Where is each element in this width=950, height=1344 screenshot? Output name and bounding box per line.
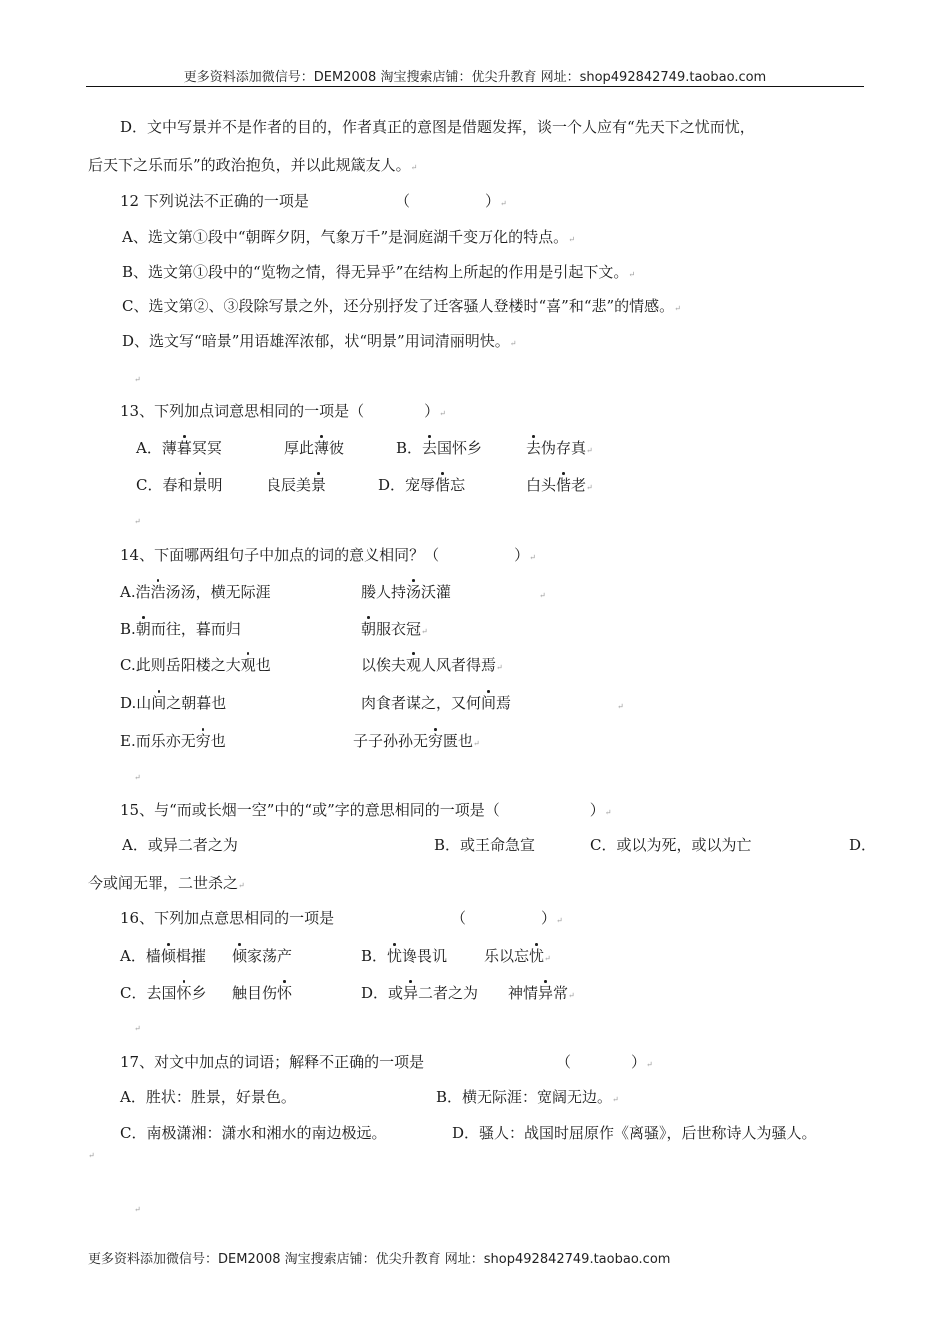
q13-stem: 13、下列加点词意思相同的一项是（ ）↵ [120,402,446,420]
q13-option-a-pair: 厚此薄彼 [284,439,345,457]
q16-option-b-pair: 乐以忘忧↵ [484,947,551,965]
q15-option-c: C．或以为死，或以为亡 [590,836,752,854]
q14-option-b: B.朝而往，暮而归 [120,620,241,638]
q17-blank: （ ）↵ [556,1053,653,1071]
q14-option-d-pair: 肉食者谋之，又何间焉 [361,694,512,712]
q12-option-c: C、选文第②、③段除写景之外，还分别抒发了迁客骚人登楼时“喜”和“悲”的情感。↵ [122,297,681,315]
q15-option-a: A．或异二者之为 [122,836,238,854]
q14-stem: 14、下面哪两组句子中加点的词的意义相同？（ ）↵ [120,546,536,564]
paragraph-mark: ↵ [88,1151,95,1160]
q12-blank: （ ）↵ [395,192,507,210]
q17-option-d: D．骚人：战国时屈原作《离骚》，后世称诗人为骚人。 [452,1124,817,1142]
q17-option-b: B．横无际涯：宽阔无边。↵ [436,1088,619,1106]
q11-option-d-line1: D．文中写景并不是作者的目的，作者真正的意图是借题发挥，谈一个人应有“先天下之忧而忧， [120,118,755,136]
q14-option-a-pair: 媵人持汤沃灌 [361,583,452,601]
q13-option-c: C．春和景明 [136,476,223,494]
q11-option-d-line2: 后天下之乐而乐”的政治抱负，并以此规箴友人。↵ [88,156,418,174]
q16-blank: （ ）↵ [451,909,563,927]
page-header: 更多资料添加微信号：DEM2008 淘宝搜索店铺：优尖升教育 网址：shop492842749.taobao.com [183,70,767,85]
q13-option-b: B．去国怀乡 [396,439,483,457]
q17-option-c: C．南极潇湘：潇水和湘水的南边极远。 [120,1124,387,1142]
blank-paragraph-mark: ↵ [134,375,141,384]
blank-paragraph-mark: ↵ [134,773,141,782]
q16-option-d-pair: 神情异常↵ [508,984,575,1002]
q16-option-c: C．去国怀乡 [120,984,207,1002]
q16-stem: 16、下列加点意思相同的一项是 [120,909,335,927]
header-rule [86,86,864,87]
q16-option-d: D．或异二者之为 [361,984,479,1002]
q12-option-a: A、选文第①段中“朝晖夕阴，气象万千”是洞庭湖千变万化的特点。↵ [122,228,575,246]
q15-option-d: 今或闻无罪，二世杀之↵ [88,874,245,892]
q16-option-c-pair: 触目伤怀 [232,984,293,1002]
q13-option-a: A．薄暮冥冥 [136,439,222,457]
blank-paragraph-mark: ↵ [134,517,141,526]
q14-option-c: C.此则岳阳楼之大观也 [120,656,271,674]
q12-stem: 12 下列说法不正确的一项是 [120,192,309,210]
q15-option-b: B．或王命急宣 [434,836,536,854]
q13-option-c-pair: 良辰美景 [266,476,327,494]
q14-option-e: E.而乐亦无穷也 [120,732,226,750]
paragraph-mark: ↵ [617,702,624,711]
q12-option-d: D、选文写“暗景”用语雄浑浓郁，状“明景”用词清丽明快。↵ [122,332,517,350]
q13-option-d: D．宠辱偕忘 [378,476,466,494]
paragraph-mark: ↵ [539,591,546,600]
q16-option-a: A．樯倾楫摧 [120,947,206,965]
blank-paragraph-mark: ↵ [134,1205,141,1214]
q13-option-d-pair: 白头偕老↵ [526,476,593,494]
q14-option-c-pair: 以俟夫观人风者得焉↵ [361,656,503,674]
q14-option-e-pair: 子子孙孙无穷匮也↵ [353,732,480,750]
q13-option-b-pair: 去伪存真↵ [526,439,593,457]
blank-paragraph-mark: ↵ [134,1024,141,1033]
q16-option-b: B．忧谗畏讥 [361,947,448,965]
page-footer: 更多资料添加微信号：DEM2008 淘宝搜索店铺：优尖升教育 网址：shop492842749.taobao.com [88,1252,671,1267]
q15-option-d-label: D． [849,836,877,854]
q15-stem: 15、与“而或长烟一空”中的“或”字的意思相同的一项是（ ）↵ [120,801,612,819]
q17-option-a: A．胜状：胜景，好景色。 [120,1088,296,1106]
q12-option-b: B、选文第①段中的“览物之情，得无异乎”在结构上所起的作用是引起下文。↵ [122,263,636,281]
q16-option-a-pair: 倾家荡产 [232,947,293,965]
q14-option-b-pair: 朝服衣冠↵ [361,620,428,638]
q17-stem: 17、对文中加点的词语；解释不正确的一项是 [120,1053,425,1071]
q14-option-a: A.浩浩汤汤，横无际涯 [120,583,271,601]
q14-option-d: D.山间之朝暮也 [120,694,227,712]
